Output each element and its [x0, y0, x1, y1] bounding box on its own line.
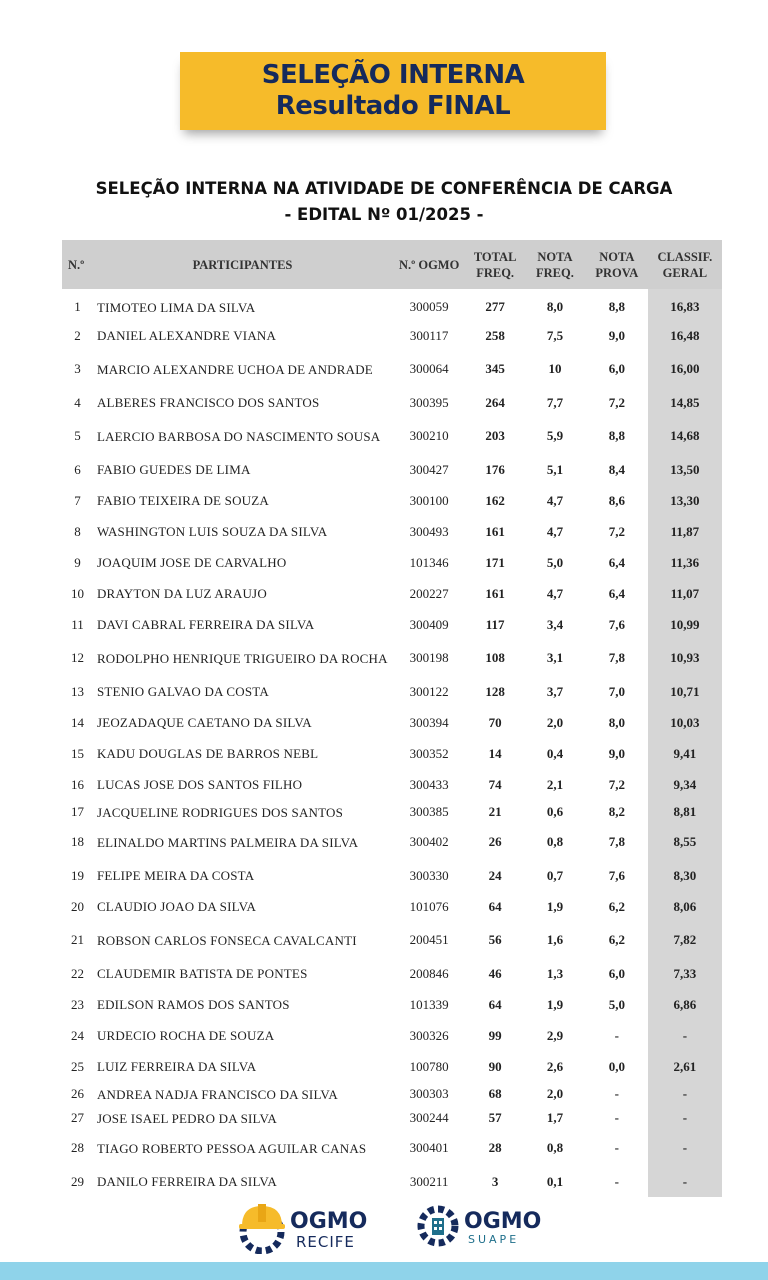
- participant-name: CLAUDEMIR BATISTA DE PONTES: [96, 966, 308, 981]
- nota-prova: 7,2: [608, 776, 625, 792]
- total-freq: 24: [488, 867, 502, 883]
- total-freq: 57: [488, 1110, 502, 1125]
- classif-geral: 14,68: [648, 418, 722, 454]
- ogmo-number: 300401: [409, 1140, 449, 1155]
- classif-geral: 8,55: [648, 824, 722, 860]
- header-number: N.º: [62, 240, 93, 289]
- ogmo-suape-name: OGMO: [464, 1209, 542, 1234]
- nota-freq: 2,1: [546, 776, 564, 792]
- title-banner: [180, 52, 606, 130]
- nota-prova: 6,2: [608, 898, 625, 914]
- ogmo-number: 300433: [409, 776, 449, 792]
- ogmo-suape-logo: [416, 1204, 546, 1248]
- row-number: 15: [70, 745, 84, 761]
- classif-geral: 14,85: [648, 387, 722, 418]
- table-row: [62, 1166, 722, 1197]
- nota-freq: 2,9: [546, 1027, 564, 1043]
- nota-freq: 1,7: [546, 1110, 564, 1125]
- total-freq: 14: [488, 745, 502, 761]
- row-number: 24: [70, 1027, 84, 1043]
- nota-prova: 7,2: [608, 523, 625, 539]
- participant-name: DAVI CABRAL FERREIRA DA SILVA: [96, 617, 315, 632]
- nota-prova: -: [614, 1027, 619, 1043]
- nota-prova: 0,0: [608, 1058, 625, 1074]
- nota-freq: 0,1: [546, 1173, 564, 1189]
- classif-geral: 10,99: [648, 609, 722, 640]
- ogmo-recife-city: RECIFE: [296, 1233, 355, 1251]
- row-number: 6: [74, 461, 81, 477]
- banner-subtitle: Resultado FINAL: [275, 91, 511, 121]
- classif-geral: 10,03: [648, 707, 722, 738]
- ogmo-number: 300409: [409, 616, 449, 632]
- nota-freq: 2,0: [546, 1086, 564, 1101]
- ogmo-number: 300064: [409, 361, 449, 376]
- participant-name: MARCIO ALEXANDRE UCHOA DE ANDRADE: [96, 361, 373, 377]
- row-number: 16: [70, 776, 84, 792]
- nota-freq: 1,9: [546, 898, 564, 914]
- nota-prova: 9,0: [608, 327, 625, 343]
- table-row: [62, 387, 722, 418]
- row-number: 29: [70, 1173, 84, 1189]
- nota-prova: 7,8: [608, 650, 625, 665]
- participant-name: JOAQUIM JOSE DE CARVALHO: [96, 555, 287, 570]
- nota-freq: 5,1: [546, 461, 564, 477]
- ogmo-number: 300395: [409, 394, 449, 410]
- table-row: [62, 1082, 722, 1106]
- nota-freq: 5,9: [546, 428, 564, 443]
- results-table: [62, 240, 722, 1197]
- classif-geral: 13,50: [648, 454, 722, 485]
- total-freq: 161: [485, 585, 505, 601]
- table-row: [62, 547, 722, 578]
- row-number: 2: [74, 327, 81, 343]
- footer-strip: [0, 1262, 768, 1280]
- row-number: 8: [74, 523, 81, 539]
- row-number: 20: [70, 898, 84, 914]
- row-number: 11: [71, 616, 84, 632]
- nota-freq: 0,6: [546, 804, 564, 819]
- nota-prova: 6,0: [608, 965, 625, 981]
- row-number: 9: [74, 554, 81, 570]
- total-freq: 345: [485, 361, 505, 376]
- nota-freq: 4,7: [546, 585, 564, 601]
- nota-freq: 7,7: [546, 394, 564, 410]
- total-freq: 176: [485, 461, 505, 477]
- classif-geral: 11,07: [648, 578, 722, 609]
- total-freq: 21: [488, 804, 502, 819]
- ogmo-number: 300303: [409, 1086, 449, 1101]
- ogmo-number: 300244: [409, 1110, 449, 1125]
- ogmo-number: 300330: [409, 867, 449, 883]
- ogmo-number: 300427: [409, 461, 449, 477]
- table-row: [62, 320, 722, 351]
- row-number: 13: [70, 683, 84, 699]
- participant-name: CLAUDIO JOAO DA SILVA: [96, 899, 257, 914]
- ogmo-number: 300198: [409, 650, 449, 665]
- total-freq: 46: [488, 965, 502, 981]
- table-row: [62, 958, 722, 989]
- nota-freq: 5,0: [546, 554, 564, 570]
- nota-prova: 5,0: [608, 996, 625, 1012]
- ogmo-recife-logo: [236, 1200, 376, 1254]
- table-header-row: [62, 240, 722, 289]
- ogmo-number: 300210: [409, 428, 449, 443]
- row-number: 23: [70, 996, 84, 1012]
- nota-prova: -: [614, 1140, 619, 1155]
- table-row: [62, 769, 722, 800]
- nota-freq: 1,3: [546, 965, 564, 981]
- participant-name: JEOZADAQUE CAETANO DA SILVA: [96, 715, 312, 730]
- row-number: 26: [70, 1086, 84, 1101]
- table-row: [62, 860, 722, 891]
- nota-freq: 10: [548, 361, 562, 376]
- nota-freq: 4,7: [546, 523, 564, 539]
- total-freq: 64: [488, 898, 502, 914]
- classif-geral: 11,87: [648, 516, 722, 547]
- participant-name: LAERCIO BARBOSA DO NASCIMENTO SOUSA: [96, 428, 381, 444]
- ogmo-number: 101076: [409, 898, 449, 914]
- total-freq: 70: [488, 714, 502, 730]
- row-number: 1: [74, 299, 81, 314]
- ogmo-suape-city: SUAPE: [468, 1233, 520, 1246]
- participant-name: ALBERES FRANCISCO DOS SANTOS: [96, 395, 320, 410]
- participant-name: DANIEL ALEXANDRE VIANA: [96, 328, 277, 343]
- nota-freq: 2,0: [546, 714, 564, 730]
- total-freq: 108: [485, 650, 505, 665]
- nota-freq: 1,9: [546, 996, 564, 1012]
- nota-prova: 8,6: [608, 492, 625, 508]
- header-total-freq: TOTAL FREQ.: [466, 240, 524, 289]
- participant-name: URDECIO ROCHA DE SOUZA: [96, 1028, 275, 1043]
- classif-geral: -: [648, 1130, 722, 1166]
- total-freq: 68: [488, 1086, 502, 1101]
- total-freq: 277: [485, 299, 505, 314]
- total-freq: 203: [485, 428, 505, 443]
- participant-name: ROBSON CARLOS FONSECA CAVALCANTI: [96, 932, 357, 948]
- nota-prova: 8,0: [608, 714, 625, 730]
- table-row: [62, 516, 722, 547]
- nota-prova: -: [614, 1086, 619, 1101]
- classif-geral: 2,61: [648, 1051, 722, 1082]
- row-number: 28: [70, 1140, 84, 1155]
- ogmo-recife-name: OGMO: [290, 1209, 368, 1234]
- table-row: [62, 989, 722, 1020]
- nota-prova: 7,6: [608, 616, 625, 632]
- nota-freq: 1,6: [546, 932, 564, 947]
- nota-freq: 0,8: [546, 1140, 564, 1155]
- participant-name: DANILO FERREIRA DA SILVA: [96, 1174, 277, 1189]
- classif-geral: 11,36: [648, 547, 722, 578]
- classif-geral: 8,30: [648, 860, 722, 891]
- participant-name: FABIO TEIXEIRA DE SOUZA: [96, 493, 269, 508]
- table-row: [62, 289, 722, 320]
- row-number: 19: [70, 867, 84, 883]
- table-row: [62, 824, 722, 860]
- row-number: 12: [70, 650, 84, 665]
- table-row: [62, 1051, 722, 1082]
- classif-geral: 16,00: [648, 351, 722, 387]
- ogmo-number: 300117: [409, 327, 449, 343]
- participant-name: RODOLPHO HENRIQUE TRIGUEIRO DA ROCHA: [96, 650, 388, 666]
- ogmo-number: 300211: [409, 1173, 449, 1189]
- table-row: [62, 418, 722, 454]
- classif-geral: 16,48: [648, 320, 722, 351]
- row-number: 10: [70, 585, 84, 601]
- participant-name: FELIPE MEIRA DA COSTA: [96, 868, 255, 883]
- total-freq: 3: [491, 1173, 499, 1189]
- row-number: 22: [70, 965, 84, 981]
- nota-prova: 6,4: [608, 554, 625, 570]
- participant-name: KADU DOUGLAS DE BARROS NEBL: [96, 746, 319, 761]
- total-freq: 99: [488, 1027, 502, 1043]
- header-classif-geral: CLASSIF. GERAL: [648, 240, 722, 289]
- table-row: [62, 351, 722, 387]
- classif-geral: 9,41: [648, 738, 722, 769]
- nota-prova: 7,8: [608, 834, 625, 849]
- nota-prova: 6,2: [608, 932, 625, 947]
- participant-name: TIAGO ROBERTO PESSOA AGUILAR CANAS: [96, 1140, 367, 1156]
- hardhat-gear-icon: [236, 1200, 288, 1254]
- total-freq: 171: [485, 554, 505, 570]
- row-number: 27: [70, 1110, 84, 1125]
- total-freq: 128: [485, 683, 505, 699]
- total-freq: 162: [485, 492, 505, 508]
- nota-freq: 0,8: [546, 834, 564, 849]
- table-row: [62, 738, 722, 769]
- classif-geral: 13,30: [648, 485, 722, 516]
- classif-geral: -: [648, 1106, 722, 1130]
- classif-geral: 7,82: [648, 922, 722, 958]
- classif-geral: 10,93: [648, 640, 722, 676]
- nota-prova: -: [614, 1110, 619, 1125]
- ogmo-number: 200846: [409, 965, 449, 981]
- ogmo-number: 300394: [409, 714, 449, 730]
- total-freq: 26: [488, 834, 502, 849]
- table-row: [62, 485, 722, 516]
- nota-prova: 7,6: [608, 867, 625, 883]
- nota-prova: -: [614, 1173, 619, 1189]
- table-row: [62, 640, 722, 676]
- participant-name: DRAYTON DA LUZ ARAUJO: [96, 586, 267, 601]
- classif-geral: 16,83: [648, 289, 722, 320]
- footer-logos: [0, 1200, 768, 1256]
- row-number: 4: [74, 394, 81, 410]
- total-freq: 258: [485, 327, 505, 343]
- ogmo-number: 300100: [409, 492, 449, 508]
- nota-freq: 2,6: [546, 1058, 564, 1074]
- row-number: 17: [70, 804, 84, 819]
- row-number: 21: [70, 932, 84, 947]
- row-number: 18: [70, 834, 84, 849]
- nota-prova: 6,4: [608, 585, 625, 601]
- table-row: [62, 922, 722, 958]
- table-row: [62, 1106, 722, 1130]
- total-freq: 264: [485, 394, 505, 410]
- ogmo-number: 300385: [409, 804, 449, 819]
- participant-name: JACQUELINE RODRIGUES DOS SANTOS: [96, 804, 344, 820]
- classif-geral: 8,06: [648, 891, 722, 922]
- banner-title: SELEÇÃO INTERNA: [261, 60, 525, 90]
- nota-prova: 8,2: [608, 804, 625, 819]
- table-row: [62, 707, 722, 738]
- row-number: 14: [70, 714, 84, 730]
- nota-freq: 3,1: [546, 650, 564, 665]
- table-row: [62, 578, 722, 609]
- row-number: 25: [70, 1058, 84, 1074]
- table-row: [62, 1020, 722, 1051]
- nota-freq: 3,4: [546, 616, 564, 632]
- total-freq: 56: [488, 932, 502, 947]
- classif-geral: -: [648, 1166, 722, 1197]
- gear-building-icon: [416, 1204, 460, 1248]
- nota-freq: 4,7: [546, 492, 564, 508]
- table-row: [62, 454, 722, 485]
- ogmo-number: 100780: [409, 1058, 449, 1074]
- classif-geral: 9,34: [648, 769, 722, 800]
- ogmo-number: 200227: [409, 585, 449, 601]
- total-freq: 74: [488, 776, 502, 792]
- nota-prova: 7,0: [608, 683, 625, 699]
- header-participants: PARTICIPANTES: [93, 240, 392, 289]
- ogmo-number: 300493: [409, 523, 449, 539]
- header-ogmo: N.º OGMO: [392, 240, 466, 289]
- ogmo-number: 200451: [409, 932, 449, 947]
- ogmo-number: 300352: [409, 745, 449, 761]
- nota-prova: 8,8: [608, 299, 625, 314]
- nota-freq: 8,0: [546, 299, 564, 314]
- classif-geral: -: [648, 1020, 722, 1051]
- ogmo-number: 101346: [409, 554, 449, 570]
- nota-freq: 3,7: [546, 683, 564, 699]
- nota-freq: 0,7: [546, 867, 564, 883]
- row-number: 5: [74, 428, 81, 443]
- classif-geral: 6,86: [648, 989, 722, 1020]
- nota-prova: 6,0: [608, 361, 625, 376]
- table-row: [62, 891, 722, 922]
- table-row: [62, 1130, 722, 1166]
- header-nota-prova: NOTA PROVA: [586, 240, 648, 289]
- participant-name: LUCAS JOSE DOS SANTOS FILHO: [96, 777, 303, 792]
- total-freq: 90: [488, 1058, 502, 1074]
- ogmo-number: 300402: [409, 834, 449, 849]
- table-row: [62, 676, 722, 707]
- classif-geral: 7,33: [648, 958, 722, 989]
- classif-geral: -: [648, 1082, 722, 1106]
- participant-name: ELINALDO MARTINS PALMEIRA DA SILVA: [96, 834, 359, 850]
- ogmo-number: 300122: [409, 683, 449, 699]
- table-row: [62, 800, 722, 824]
- participant-name: FABIO GUEDES DE LIMA: [96, 462, 251, 477]
- total-freq: 117: [485, 616, 505, 632]
- row-number: 7: [74, 492, 81, 508]
- edital-number: - EDITAL Nº 01/2025 -: [284, 205, 484, 224]
- nota-freq: 7,5: [546, 327, 564, 343]
- table-row: [62, 609, 722, 640]
- nota-prova: 7,2: [608, 394, 625, 410]
- participant-name: WASHINGTON LUIS SOUZA DA SILVA: [96, 524, 328, 539]
- participant-name: LUIZ FERREIRA DA SILVA: [96, 1059, 257, 1074]
- classif-geral: 10,71: [648, 676, 722, 707]
- participant-name: ANDREA NADJA FRANCISCO DA SILVA: [96, 1086, 338, 1102]
- participant-name: EDILSON RAMOS DOS SANTOS: [96, 997, 290, 1012]
- participant-name: JOSE ISAEL PEDRO DA SILVA: [96, 1110, 277, 1126]
- ogmo-number: 101339: [409, 996, 449, 1012]
- document-heading: SELEÇÃO INTERNA NA ATIVIDADE DE CONFERÊNCIA DE CARGA: [95, 179, 673, 198]
- total-freq: 28: [488, 1140, 502, 1155]
- ogmo-number: 300059: [409, 299, 449, 314]
- row-number: 3: [74, 361, 81, 376]
- classif-geral: 8,81: [648, 800, 722, 824]
- total-freq: 161: [485, 523, 505, 539]
- header-nota-freq: NOTA FREQ.: [524, 240, 586, 289]
- participant-name: STENIO GALVAO DA COSTA: [96, 684, 269, 699]
- total-freq: 64: [488, 996, 502, 1012]
- ogmo-number: 300326: [409, 1027, 449, 1043]
- participant-name: TIMOTEO LIMA DA SILVA: [96, 299, 256, 315]
- nota-prova: 8,8: [608, 428, 625, 443]
- nota-prova: 8,4: [608, 461, 625, 477]
- nota-prova: 9,0: [608, 745, 625, 761]
- nota-freq: 0,4: [546, 745, 564, 761]
